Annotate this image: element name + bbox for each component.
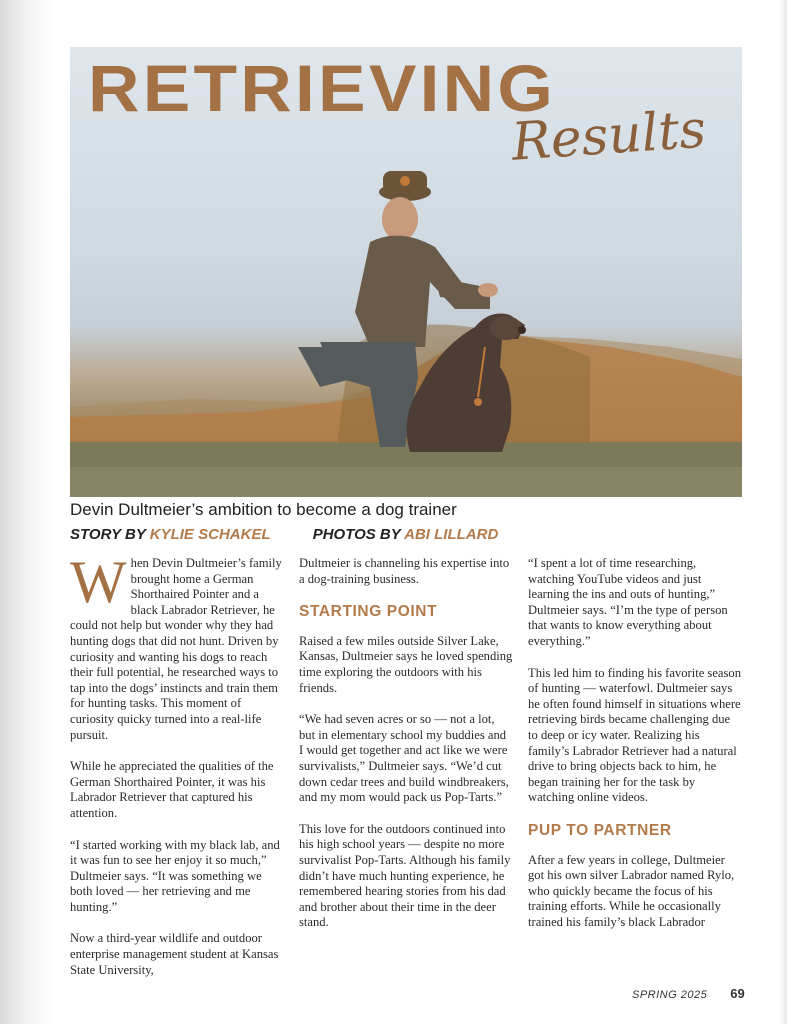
text-column-1 — [70, 549, 283, 994]
hero-photo — [70, 47, 742, 497]
photo-author: ABI LILLARD — [404, 526, 499, 543]
text-column-3 — [528, 556, 742, 946]
byline — [70, 526, 498, 544]
paragraph: After a few years in college, Dultmeier got his own silver Labrador named Rylo, who quickly became the focus of his training efforts. While he occasionally trained his family’s black Labrador — [528, 852, 735, 929]
article-title-script: Results — [509, 99, 708, 173]
photo-label: PHOTOS BY — [312, 526, 401, 543]
text-column-2 — [299, 556, 513, 947]
page-number: 69 — [730, 986, 745, 1001]
paragraph: This led him to finding his favorite season of hunting — waterfowl. Dultmeier says he often found himself in situations where retrieving birds became challenging due to deep or icy water. Realizing his family’s Labrador Retriever had a natural drive to bring objects back to him, he began training her for the task by watching online videos. — [528, 665, 742, 805]
story-author: KYLIE SCHAKEL — [149, 526, 271, 543]
article-subtitle: Devin Dultmeier’s ambition to become a dog trainer — [70, 500, 457, 519]
page-footer — [632, 986, 745, 1001]
paragraph: This love for the outdoors continued into his high school years — despite no more survivalist Pop-Tarts. Although his family didn’t have much hunting experience, he remembered hearing stories from his dad and brother about their time in the deer stand. — [299, 821, 511, 930]
paragraph: Now a third-year wildlife and outdoor enterprise management student at Kansas State University, — [70, 931, 279, 977]
section-heading-pup-to-partner: PUP TO PARTNER — [528, 821, 672, 839]
paragraph: “I spent a lot of time researching, watching YouTube videos and just learning the ins and outs of hunting,” Dultmeier says. “I’m the type of person that wants to know everything about everything.” — [528, 556, 728, 648]
issue-season: SPRING 2025 — [632, 989, 708, 1001]
section-heading-starting-point: STARTING POINT — [299, 603, 438, 621]
paragraph: Raised a few miles outside Silver Lake, Kansas, Dultmeier says he loved spending time exploring the outdoors with his friends. — [299, 633, 513, 695]
paragraph: While he appreciated the qualities of the German Shorthaired Pointer, it was his Labrador Retriever that captured his attention. — [70, 759, 274, 820]
paragraph: “We had seven acres or so — not a lot, but in elementary school my buddies and I would get together and act like we were survivalists,” Dultmeier says. “We’d cut down cedar trees and build windbreakers, and my mom would pack us Pop-Tarts.” — [299, 712, 509, 805]
paragraph: “I started working with my black lab, and it was fun to see her enjoy it so much,” Dultmeier says. “It was something we both loved — her retrieving and me hunting.” — [70, 837, 280, 914]
page-edge-shadow — [779, 0, 787, 1024]
story-label: STORY BY — [70, 526, 146, 543]
paragraph: Dultmeier is channeling his expertise into a dog-training business. — [299, 556, 510, 586]
paragraph: When Devin Dultmeier’s family brought home a German Shorthaired Pointer and a black Labrador Retriever, he could not help but wonder why they had hunting dogs that did not hunt. Driven by curiosity and wanting his dogs to reach their full potential, he researched ways to tap into the dogs’ instincts and train them for hunting tasks. This moment of curiosity quicky turned into a real-life pursuit. — [70, 549, 282, 742]
drop-cap: W — [70, 549, 127, 615]
article-title: RETRIEVING — [88, 51, 557, 125]
